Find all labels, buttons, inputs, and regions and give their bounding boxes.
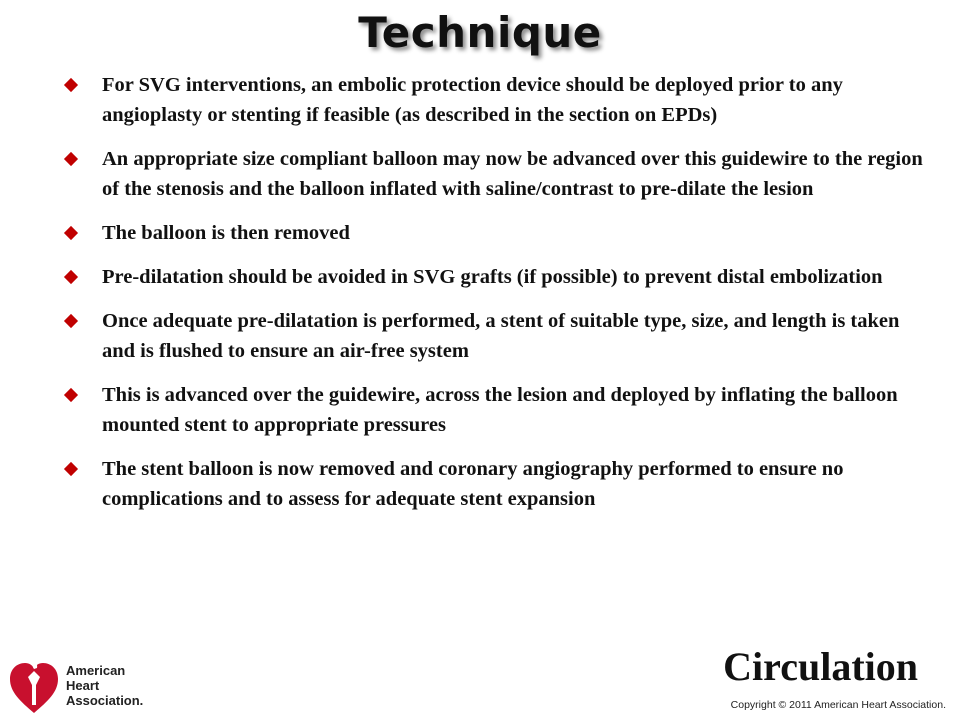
logo-line: Heart bbox=[66, 678, 100, 693]
bullet-text: The stent balloon is now removed and coronary angiography performed to ensure no complications and to assess for adequate stent expansion bbox=[102, 458, 844, 510]
heart-torch-icon bbox=[8, 659, 60, 715]
bullet-text: This is advanced over the guidewire, across the lesion and deployed by inflating the balloon mounted stent to appropriate pressures bbox=[102, 384, 898, 436]
circulation-brand: Circulation bbox=[723, 644, 918, 689]
bullet-item bbox=[60, 380, 930, 440]
red-diamond-icon bbox=[64, 78, 78, 92]
red-diamond-icon bbox=[64, 462, 78, 476]
copyright-notice: Copyright © 2011 American Heart Association. bbox=[730, 699, 946, 711]
bullet-item bbox=[60, 454, 930, 514]
logo-line: American bbox=[66, 663, 126, 678]
red-diamond-icon bbox=[64, 314, 78, 328]
bullet-text: Pre-dilatation should be avoided in SVG grafts (if possible) to prevent distal embolization bbox=[102, 266, 883, 288]
red-diamond-icon bbox=[64, 270, 78, 284]
bullet-text: An appropriate size compliant balloon may now be advanced over this guidewire to the region of the stenosis and the balloon inflated with saline/contrast to pre-dilate the lesion bbox=[102, 148, 923, 200]
logo-text bbox=[66, 663, 143, 708]
bullet-item bbox=[60, 306, 930, 366]
bullet-text: The balloon is then removed bbox=[102, 222, 350, 244]
bullet-item bbox=[60, 218, 930, 248]
bullet-item bbox=[60, 262, 930, 292]
bullet-item bbox=[60, 144, 930, 204]
bullet-list bbox=[60, 70, 930, 528]
bullet-text: Once adequate pre-dilatation is performed, a stent of suitable type, size, and length is taken and is flushed to ensure an air-free system bbox=[102, 310, 900, 362]
aha-logo bbox=[8, 655, 143, 717]
slide-title: Technique bbox=[358, 8, 602, 57]
red-diamond-icon bbox=[64, 388, 78, 402]
red-diamond-icon bbox=[64, 226, 78, 240]
red-diamond-icon bbox=[64, 152, 78, 166]
logo-line: Association. bbox=[66, 693, 144, 708]
bullet-item bbox=[60, 70, 930, 130]
bullet-text: For SVG interventions, an embolic protection device should be deployed prior to any angioplasty or stenting if feasible (as described in the section on EPDs) bbox=[102, 74, 843, 126]
